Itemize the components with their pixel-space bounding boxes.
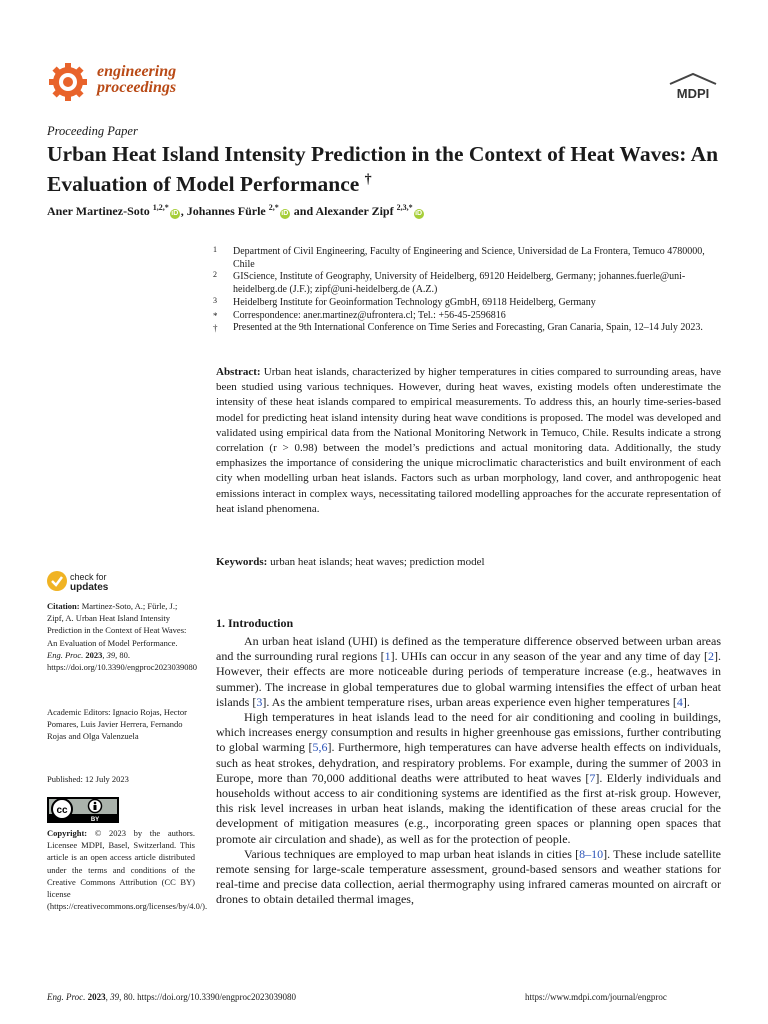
reference-link[interactable]: 8–10: [579, 846, 604, 861]
conference-note: † Presented at the 9th International Conference on Time Series and Forecasting, Gran Canaria, Spain, 12–14 July 2023.: [213, 322, 703, 334]
author-list: Aner Martinez-Soto $^{1,2,*}$iD , Johannes Fürle $^{2,*}$iD and Alexander Zipf $^{2,3,*}$iD: [47, 203, 423, 218]
reference-link[interactable]: 1: [384, 649, 391, 664]
published-date: Published: 12 July 2023: [47, 774, 129, 784]
title-footnote-mark: †: [364, 172, 372, 187]
reference-link[interactable]: 3: [256, 694, 263, 709]
paragraph: Various techniques are employed to map urban heat islands in cities [8–10]. These include satellite remote sensing for large-scale temperature assessment, ground-based sensors and weather stations for real-time and precise data collection, aerial thermography using infrared cameras mounted on aircraft or drones to obtain detailed thermal images,: [216, 846, 721, 907]
title-text: Urban Heat Island Intensity Prediction in the Context of Heat Waves: An Evaluation of Model Performance: [47, 142, 719, 197]
affiliation-item: 3 Heidelberg Institute for Geoinformation Technology gGmbH, 69118 Heidelberg, Germany: [213, 295, 596, 308]
keywords: [216, 556, 721, 568]
journal-logo-icon: [47, 61, 89, 103]
author-affiliation-mark: 2,3,*: [396, 203, 413, 212]
author-name[interactable]: Alexander Zipf: [315, 204, 394, 218]
cc-by-license-icon[interactable]: [47, 797, 119, 823]
paragraph: An urban heat island (UHI) is defined as the temperature difference observed between urban areas and the surrounding rural regions [1]. UHIs can occur in any season of the year and any time of day [2]. However, their effects are more noticeable during periods of temperature increase (e.g., heatwaves in summer). The increase in global temperatures due to global warming intensifies the effect of urban heat islands [3]. As the ambient temperature rises, urban areas experience even higher temperatures [4].: [216, 634, 721, 709]
journal-name-line2: proceedings: [97, 79, 177, 96]
footer-citation: Eng. Proc. 2023, 39, 80. https://doi.org/10.3390/engproc2023039080: [47, 992, 296, 1002]
affiliation-mark: *: [213, 310, 218, 321]
author-affiliation-mark: 2,*: [268, 203, 279, 212]
citation-doi-link[interactable]: , 80. https://doi.org/10.3390/engproc2023039080: [47, 649, 198, 673]
orcid-icon[interactable]: iD: [415, 210, 423, 217]
publisher-name: MDPI: [676, 86, 710, 101]
section-heading: 1. Introduction: [216, 616, 294, 630]
keywords-label: Keywords:: [216, 556, 268, 568]
orcid-icon[interactable]: iD: [171, 210, 179, 217]
footer-journal-url[interactable]: https://www.mdpi.com/journal/engproc: [525, 992, 667, 1002]
copyright-notice: Copyright: © 2023 by the authors. Licensee MDPI, Basel, Switzerland. This article is an open access article distributed under the terms and conditions of the Creative Commons Attribution (CC BY) license (https://creativecommons.org/licenses/by/4.0/).: [47, 828, 208, 912]
affiliation-mark: 3: [213, 295, 217, 305]
footer-doi-link[interactable]: , 80. https://doi.org/10.3390/engproc2023039080: [119, 992, 296, 1002]
affiliations: [205, 246, 725, 335]
paragraph: High temperatures in heat islands lead to the need for air conditioning and cooling in buildings, which increases energy consumption and results in higher greenhouse gas emissions, further contributing to global warming [5,6]. Furthermore, high temperatures can have adverse health effects on individuals, such as heat strokes, dehydration, and respiratory problems. For example, during the summer of 2003 in Europe, more than 70,000 additional deaths were attributed to heat waves [7]. Elderly individuals and households without access to air conditioning systems are identified as the first at-risk group. However, this risk level increases in urban heat islands, making the identification of these areas crucial for the development of mitigation measures (e.g., incorporating green spaces or planning open spaces that promote air circulation and shade), as well as for the protection of people.: [216, 710, 721, 846]
affiliation-mark: 1: [213, 245, 217, 254]
keywords-text: urban heat islands; heat waves; prediction model: [270, 556, 485, 568]
affiliation-item: 1 Department of Civil Engineering, Faculty of Engineering and Science, Universidad de La Frontera, Temuco 4780000, Chile: [213, 245, 705, 270]
orcid-icon[interactable]: iD: [281, 210, 289, 217]
paper-title: [47, 141, 727, 197]
svg-text:cc: cc: [56, 805, 68, 816]
cc-label: BY: [90, 817, 100, 823]
reference-link[interactable]: 7: [589, 770, 596, 785]
publisher-logo-icon: [666, 72, 720, 102]
citation: Citation: Martinez-Soto, A.; Fürle, J.; Zipf, A. Urban Heat Island Intensity Prediction in the Context of Heat Waves: An Evaluation of Model Performance. Eng. Proc. 2023, 39, 80. https://doi.org/10.3390/engproc2023039080: [47, 601, 198, 673]
reference-link[interactable]: 4: [676, 694, 683, 709]
abstract-text: Urban heat islands, characterized by higher temperatures in cities compared to surrounding areas, have been studied using various techniques. However, during heat waves, existing models often underestimate the intensity of these heat islands compared to empirical measurements. To address this, an hourly time-series-based model for predicting heat island intensity during heat wave conditions is proposed. The model was developed and validated using empirical data from the National Monitoring Network in Temuco, Chile. Results indicate a strong correlation (r > 0.98) between the model’s predictions and actual monitoring data. Additionally, the study emphasizes the importance of considering the unique microclimatic characteristics and built environment of each city when modelling urban heat islands. Factors such as urban morphology, land cover, and anthropogenic heat emissions interact in complex ways, necessitating tailored modelling approaches for the accurate representation of heat island phenomena.: [216, 366, 722, 515]
correspondence-item: * Correspondence: aner.martinez@ufrontera.cl; Tel.: +56-45-2596816: [213, 309, 506, 321]
author-name[interactable]: Aner Martinez-Soto: [47, 204, 150, 218]
body-text: [216, 634, 721, 908]
check-updates-icon: [47, 571, 67, 591]
reference-link[interactable]: 2: [707, 649, 714, 664]
affiliation-mark: 2: [213, 270, 217, 280]
check-for-updates-button[interactable]: check for updates: [47, 571, 137, 595]
affiliation-item: 2 GIScience, Institute of Geography, University of Heidelberg, 69120 Heidelberg, Germany; johannes.fuerle@uni-heidelberg.de (J.F.); zipf@uni-heidelberg.de (A.Z.): [213, 270, 686, 296]
journal-name: [97, 64, 176, 96]
article-type: Proceeding Paper: [47, 124, 138, 138]
academic-editors: Academic Editors: Ignacio Rojas, Hector Pomares, Luis Javier Herrera, Fernando Rojas and Olga Valenzuela: [47, 707, 187, 742]
affiliation-mark: †: [213, 323, 218, 334]
reference-link[interactable]: 5,6: [312, 740, 328, 755]
journal-name-line1: engineering: [97, 63, 177, 80]
abstract: [216, 365, 721, 517]
author-name[interactable]: Johannes Fürle: [186, 204, 266, 218]
author-affiliation-mark: 1,2,*: [152, 203, 169, 212]
abstract-label: Abstract:: [216, 366, 261, 378]
